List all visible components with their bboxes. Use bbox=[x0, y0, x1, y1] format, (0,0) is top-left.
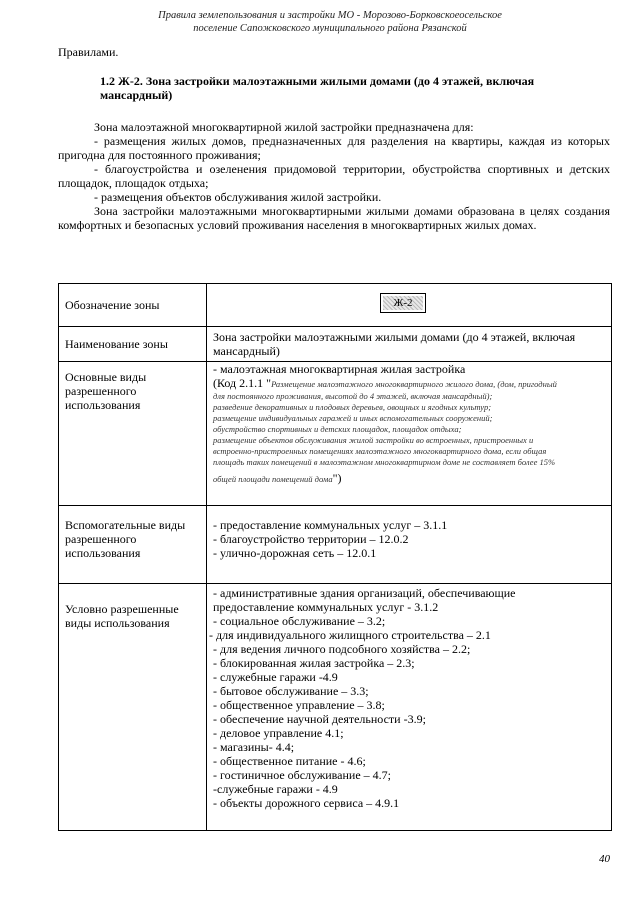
conditional-uses-list bbox=[209, 584, 605, 810]
list-item: - административные здания организаций, обеспечивающие bbox=[213, 586, 516, 600]
list-item: - социальное обслуживание – 3.2; bbox=[213, 614, 386, 628]
section-title-line-1: 1.2 Ж-2. Зона застройки малоэтажными жилыми домами (до 4 этажей, включая bbox=[100, 74, 535, 88]
zone-name-value: Зона застройки малоэтажными жилыми домами (до 4 этажей, включая мансардный) bbox=[213, 330, 576, 358]
detail-line-4: размещение индивидуальных гаражей и иных вспомогательных сооружений; bbox=[213, 413, 493, 423]
value-cell bbox=[207, 362, 612, 506]
intro-tail: Правилами. bbox=[58, 45, 119, 59]
main-use-item: - малоэтажная многоквартирная жилая застройка bbox=[213, 362, 466, 376]
value-cell bbox=[207, 327, 612, 362]
list-item: - общественное питание - 4.6; bbox=[213, 754, 366, 768]
list-item: - предоставление коммунальных услуг – 3.1.1 bbox=[213, 518, 448, 532]
main-use-details bbox=[213, 376, 605, 486]
list-item: - объекты дорожного сервиса – 4.9.1 bbox=[213, 796, 400, 810]
section-title-line-2: мансардный) bbox=[100, 88, 173, 102]
label-cell bbox=[59, 362, 207, 506]
value-cell bbox=[207, 584, 612, 831]
auxiliary-uses-list bbox=[213, 506, 605, 560]
main-uses-label: Основные виды разрешенного использования bbox=[65, 370, 147, 412]
page-number: 40 bbox=[599, 853, 610, 865]
zone-table bbox=[58, 283, 612, 831]
paragraph-intro: Зона малоэтажной многоквартирной жилой застройки предназначена для: bbox=[94, 120, 474, 134]
list-item: - служебные гаражи -4.9 bbox=[213, 670, 338, 684]
table-row-conditional-uses bbox=[59, 584, 612, 831]
detail-line-9: общей площади помещений дома bbox=[213, 474, 333, 484]
list-item: - гостиничное обслуживание – 4.7; bbox=[213, 768, 391, 782]
list-item: - деловое управление 4.1; bbox=[213, 726, 344, 740]
zone-designation-label: Обозначение зоны bbox=[65, 298, 160, 312]
bullet-housing: - размещения жилых домов, предназначенных для разделения на квартиры, каждая из которых пригодна для постоянного проживания; bbox=[58, 134, 610, 162]
code-prefix: (Код 2.1.1 " bbox=[213, 376, 272, 390]
detail-line-1: Размещение малоэтажного многоквартирного жилого дома, (дом, пригодный bbox=[271, 379, 557, 389]
paragraph-goal: Зона застройки малоэтажными многоквартирными жилыми домами образована в целях создания комфортных и безопасных условий проживания населения в многоквартирных жилых домах. bbox=[58, 204, 610, 232]
zone-name-label: Наименование зоны bbox=[65, 337, 168, 351]
detail-line-7: встроенно-пристроенных помещениях малоэтажного многоквартирного дома, если общая bbox=[213, 446, 547, 456]
list-item: - благоустройство территории – 12.0.2 bbox=[213, 532, 409, 546]
header-line-2: поселение Сапожковского муниципального района Рязанской bbox=[193, 23, 467, 34]
value-cell bbox=[207, 506, 612, 584]
value-cell bbox=[207, 284, 612, 327]
list-item: - улично-дорожная сеть – 12.0.1 bbox=[213, 546, 377, 560]
section-heading bbox=[100, 74, 600, 102]
bullet-services: - размещения объектов обслуживания жилой застройки. bbox=[94, 190, 382, 204]
label-cell bbox=[59, 584, 207, 831]
table-row-auxiliary-uses bbox=[59, 506, 612, 584]
list-item: - обеспечение научной деятельности -3.9; bbox=[213, 712, 426, 726]
list-item: - блокированная жилая застройка – 2.3; bbox=[213, 656, 415, 670]
detail-line-5: обустройство спортивных и детских площадок, площадок отдыха; bbox=[213, 424, 462, 434]
table-row-main-uses bbox=[59, 362, 612, 506]
detail-line-8: площадь таких помещений в малоэтажном многоквартирном доме не составляет более 15% bbox=[213, 457, 556, 467]
list-item: - для ведения личного подсобного хозяйства – 2.2; bbox=[213, 642, 471, 656]
auxiliary-uses-label: Вспомогательные виды разрешенного использования bbox=[65, 518, 186, 560]
detail-line-3: разведение декоративных и плодовых деревьев, овощных и ягодных культур; bbox=[213, 402, 492, 412]
table-row-name bbox=[59, 327, 612, 362]
bullet-landscaping: - благоустройства и озеленения придомовой территории, обустройства спортивных и детских площадок, площадок отдыха; bbox=[58, 162, 610, 190]
label-cell bbox=[59, 506, 207, 584]
code-closing: ") bbox=[332, 471, 342, 485]
list-item: предоставление коммунальных услуг - 3.1.2 bbox=[213, 600, 439, 614]
label-cell bbox=[59, 284, 207, 327]
header-line-1: Правила землепользования и застройки МО - Морозово-Борковскоеосельское bbox=[158, 10, 502, 21]
running-header bbox=[120, 9, 540, 35]
list-item: - магазины- 4.4; bbox=[213, 740, 295, 754]
list-item: -служебные гаражи - 4.9 bbox=[213, 782, 338, 796]
conditional-uses-label: Условно разрешенные виды использования bbox=[65, 602, 179, 630]
label-cell bbox=[59, 327, 207, 362]
table-row-designation bbox=[59, 284, 612, 327]
paragraph-purpose bbox=[58, 120, 610, 232]
zone-code-badge: Ж-2 bbox=[380, 293, 426, 313]
list-item: - для индивидуального жилищного строительства – 2.1 bbox=[209, 628, 491, 642]
detail-line-2: для постоянного проживания, высотой до 4 этажей, включая мансардный); bbox=[213, 391, 493, 401]
list-item: - бытовое обслуживание – 3.3; bbox=[213, 684, 369, 698]
detail-line-6: размещение объектов обслуживания жилой застройки во встроенных, пристроенных и bbox=[213, 435, 534, 445]
list-item: - общественное управление – 3.8; bbox=[213, 698, 385, 712]
